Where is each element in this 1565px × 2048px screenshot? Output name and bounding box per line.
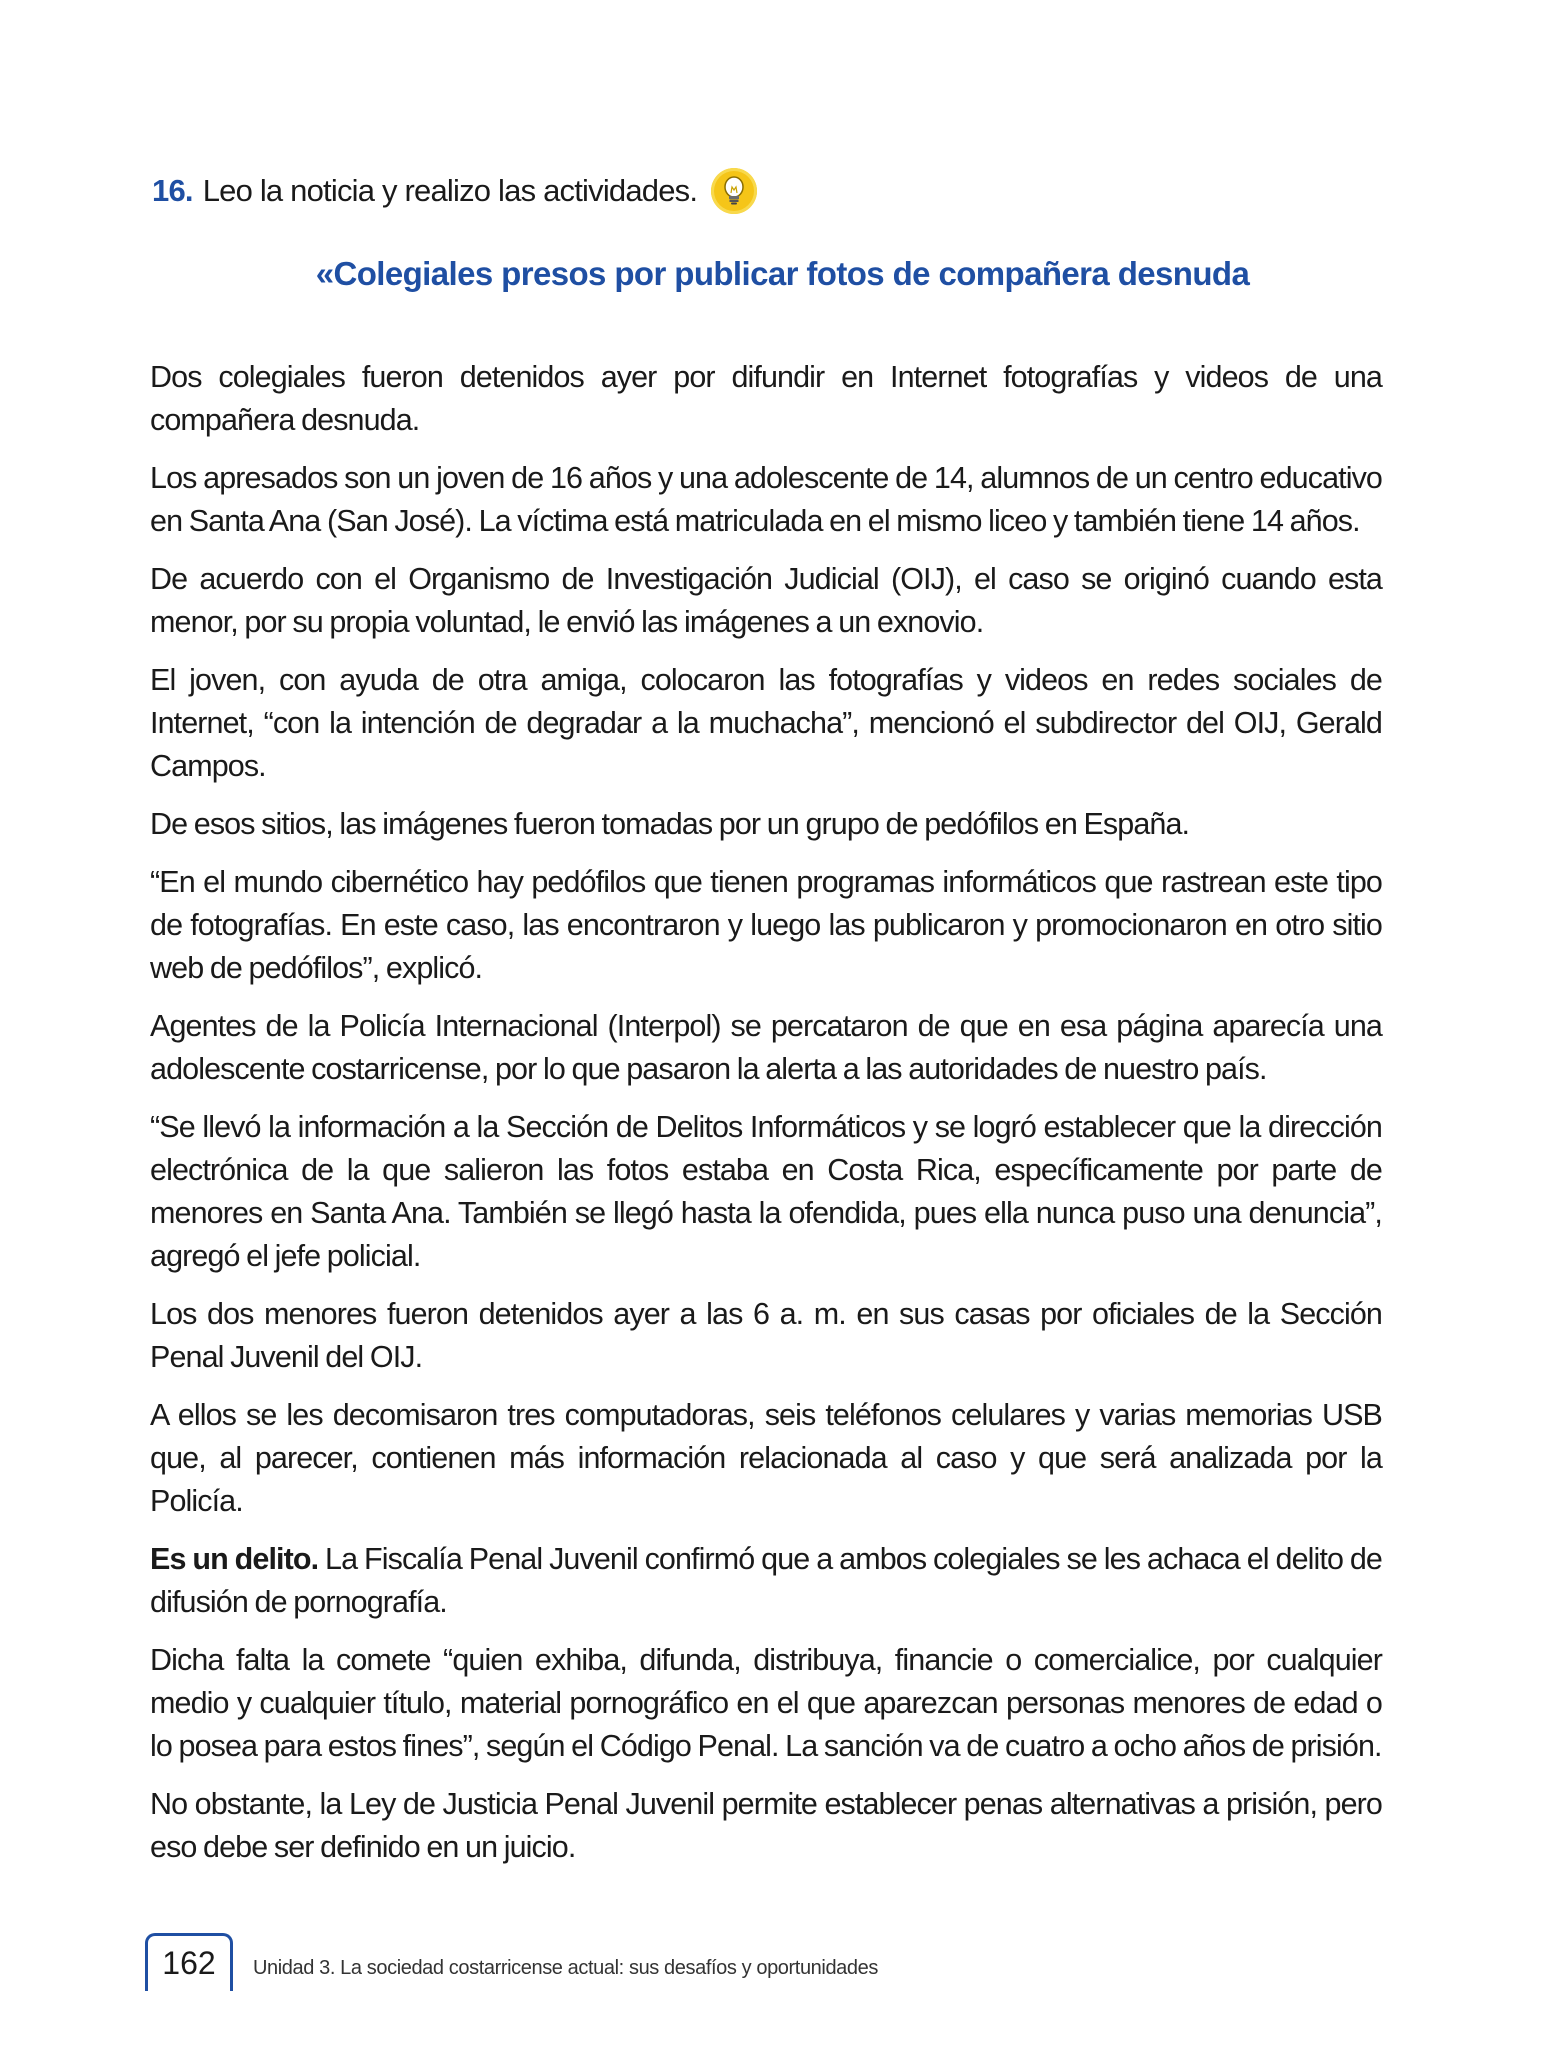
article-paragraph: Dicha falta la comete “quien exhiba, difunda, distribuya, financie o comercialice, por cualquier medio y cualquier título, material pornográfico en el que aparezcan personas menores de edad o lo posea para estos fines”, según el Código Penal. La sanción va de cuatro a ocho años de prisión. (150, 1643, 1382, 1763)
article-paragraph: Agentes de la Policía Internacional (Interpol) se percataron de que en esa página aparecía una adolescente costarricense, por lo que pasaron la alerta a las autoridades de nuestro país. (150, 1009, 1382, 1086)
activity-heading (152, 168, 757, 214)
delito-text: La Fiscalía Penal Juvenil confirmó que a ambos colegiales se les achaca el delito de difusión de pornografía. (150, 1542, 1382, 1619)
activity-number: 16. (152, 173, 193, 208)
article-paragraph: Dos colegiales fueron detenidos ayer por difundir en Internet fotografías y videos de una compañera desnuda. (150, 360, 1382, 437)
lightbulb-icon (711, 168, 757, 214)
article-paragraph: “Se llevó la información a la Sección de Delitos Informáticos y se logró establecer que la dirección electrónica de la que salieron las fotos estaba en Costa Rica, específicamente por parte de menores en Santa Ana. También se llegó hasta la ofendida, pues ella nunca puso una denuncia”, agregó el jefe policial. (150, 1110, 1382, 1273)
article-paragraph: Los dos menores fueron detenidos ayer a las 6 a. m. en sus casas por oficiales de la Sección Penal Juvenil del OIJ. (150, 1297, 1382, 1374)
article-paragraph: No obstante, la Ley de Justicia Penal Juvenil permite establecer penas alternativas a prisión, pero eso debe ser definido en un juicio. (150, 1787, 1382, 1864)
activity-instruction: Leo la noticia y realizo las actividades. (202, 173, 698, 208)
article-paragraph: Los apresados son un joven de 16 años y una adolescente de 14, alumnos de un centro educativo en Santa Ana (San José). La víctima está matriculada en el mismo liceo y también tiene 14 años. (150, 461, 1382, 538)
article-body (150, 356, 1382, 1884)
article-paragraph: De acuerdo con el Organismo de Investigación Judicial (OIJ), el caso se originó cuando esta menor, por su propia voluntad, le envió las imágenes a un exnovio. (150, 562, 1382, 639)
article-title: «Colegiales presos por publicar fotos de compañera desnuda (315, 255, 1250, 292)
unit-title: Unidad 3. La sociedad costarricense actual: sus desafíos y oportunidades (253, 1957, 878, 1979)
page-footer (145, 1925, 878, 1991)
delito-paragraph (150, 1538, 1382, 1624)
article-paragraph: De esos sitios, las imágenes fueron tomadas por un grupo de pedófilos en España. (150, 807, 1190, 841)
delito-label: Es un delito. (150, 1542, 319, 1576)
article-paragraph: A ellos se les decomisaron tres computadoras, seis teléfonos celulares y varias memorias USB que, al parecer, contienen más información relacionada al caso y que será analizada por la Policía. (150, 1398, 1382, 1518)
article-paragraph: El joven, con ayuda de otra amiga, colocaron las fotografías y videos en redes sociales de Internet, “con la intención de degradar a la muchacha”, mencionó el subdirector del OIJ, Gerald Campos. (150, 663, 1382, 783)
page-number: 162 (145, 1933, 233, 1991)
article-paragraph: “En el mundo cibernético hay pedófilos que tienen programas informáticos que rastrean este tipo de fotografías. En este caso, las encontraron y luego las publicaron y promocionaron en otro sitio web de pedófilos”, explicó. (150, 865, 1382, 985)
